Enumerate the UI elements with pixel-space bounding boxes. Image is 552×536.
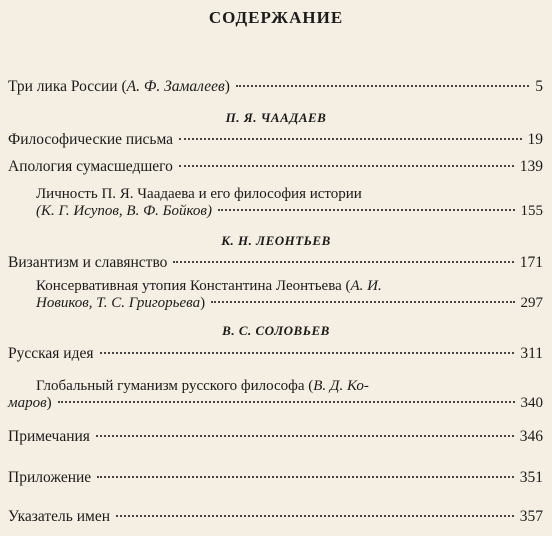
- entry-author: Новиков, Т. С. Григорьева: [36, 295, 201, 311]
- dot-leader: [173, 261, 513, 263]
- page-number: 351: [519, 469, 543, 486]
- toc-entry: [8, 345, 543, 363]
- page-number: 139: [519, 158, 543, 175]
- dot-leader: [97, 476, 514, 478]
- page-number: 357: [519, 508, 543, 525]
- dot-leader: [218, 209, 515, 211]
- section-heading: К. Н. ЛЕОНТЬЕВ: [221, 233, 331, 248]
- section-heading: В. С. СОЛОВЬЕВ: [222, 323, 330, 338]
- dot-leader: [211, 301, 514, 303]
- dot-leader: [100, 352, 515, 354]
- page-number: 340: [520, 395, 543, 411]
- toc-entry: [8, 78, 543, 96]
- entry-title: Приложение: [8, 469, 92, 486]
- entry-title: Указатель имен: [8, 508, 110, 525]
- page-title: СОДЕРЖАНИЕ: [208, 8, 344, 27]
- entry-title: Апология сумасшедшего: [8, 158, 173, 175]
- entry-author: (К. Г. Исупов, В. Ф. Бойков): [36, 203, 212, 219]
- entry-author: маров: [8, 395, 47, 411]
- page-number: 19: [527, 131, 543, 148]
- toc-entry: [36, 186, 543, 220]
- entry-title: Философические письма: [8, 131, 174, 148]
- toc-entry: [8, 508, 543, 526]
- page-number: 297: [520, 295, 543, 311]
- entry-title: Личность П. Я. Чаадаева и его философия истории: [36, 186, 362, 202]
- entry-close: ): [46, 395, 52, 411]
- entry-author: А. И.: [350, 278, 382, 294]
- entry-title: Примечания: [8, 428, 90, 445]
- dot-leader: [96, 435, 514, 437]
- page-number: 311: [520, 345, 543, 362]
- entry-title: Глобальный гуманизм русского философа (: [36, 378, 314, 394]
- entry-title: Консервативная утопия Константина Леонтьева (: [36, 278, 351, 294]
- page-number: 346: [519, 428, 543, 445]
- toc-entry: [8, 158, 543, 176]
- dot-leader: [179, 165, 514, 167]
- toc-entry: [8, 131, 543, 149]
- entry-title: Византизм и славянство: [8, 254, 168, 271]
- page-number: 5: [535, 78, 543, 95]
- entry-title: Русская идея: [8, 345, 94, 362]
- entry-author: А. Ф. Замалеев: [126, 78, 225, 95]
- toc-entry: [8, 469, 543, 487]
- entry-close: ): [224, 78, 230, 95]
- page-number: 171: [519, 254, 543, 271]
- dot-leader: [116, 515, 514, 517]
- toc-entry: [8, 378, 543, 412]
- entry-title: Три лика России (: [8, 78, 127, 95]
- entry-close: ): [200, 295, 206, 311]
- dot-leader: [179, 138, 521, 140]
- dot-leader: [58, 401, 515, 403]
- page-number: 155: [520, 203, 543, 219]
- toc-entry: [36, 278, 543, 312]
- entry-author: В. Д. Ко-: [313, 378, 369, 394]
- toc-entry: [8, 254, 543, 272]
- toc-entry: [8, 428, 543, 446]
- section-heading: П. Я. ЧААДАЕВ: [225, 110, 327, 125]
- dot-leader: [236, 85, 529, 87]
